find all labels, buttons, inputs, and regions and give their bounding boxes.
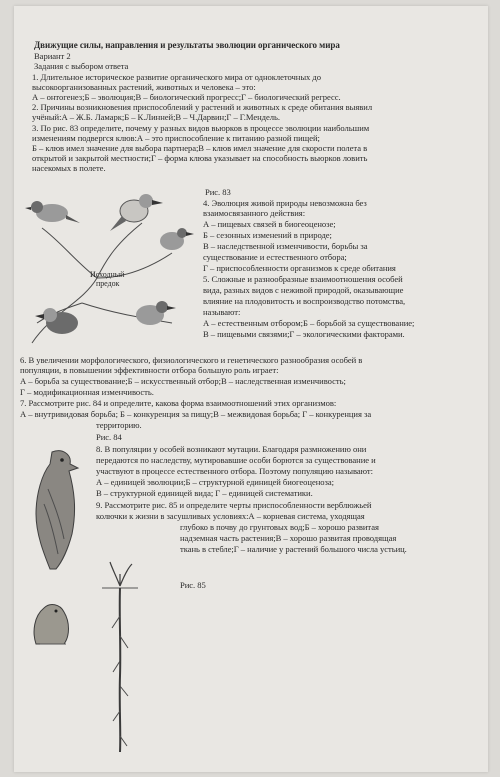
question-3-line: 3. По рис. 83 определите, почему у разных видов вьюрков в процессе эволюции наибольшим (32, 123, 370, 133)
section-heading: Задания с выбором ответа (34, 61, 129, 71)
question-7-line: 7. Рассмотрите рис. 84 и определите, какова форма взаимоотношений этих организмов: (20, 398, 337, 408)
rodent-figure (26, 596, 76, 651)
eagle-figure (22, 444, 92, 574)
question-4-option: существование и естественного отбора; (203, 252, 347, 262)
question-5-line: влияние на плодовитость и воспроизводство потомства, (203, 296, 406, 306)
question-2-line: 2. Причины возникновения приспособлений у растений и животных к среде обитания выявил (32, 102, 373, 112)
question-1-options: А – онтогенез;Б – эволюция;В – биологический прогресс;Г – биологический регресс. (32, 92, 341, 102)
question-1-line: 1. Длительное историческое развитие органического мира от одноклеточных до (32, 72, 321, 82)
question-4-line: 4. Эволюция живой природы невозможна без (203, 198, 367, 208)
question-6-line: 6. В увеличении морфологического, физиологического и генетического разнообразия особей в (20, 355, 363, 365)
figure-85-caption: Рис. 85 (180, 580, 206, 590)
question-5-line: 5. Сложные и разнообразные взаимоотношения особей (203, 274, 403, 284)
question-4-line: взаимосвязанного действия: (203, 208, 306, 218)
question-8-line: передаются по наследству, мутировавшие особи борются за существование и (96, 455, 376, 465)
question-3-line: Б – клюв имел значение для выбора партнера;В – клюв имел значение для скорости полета в (32, 143, 368, 153)
question-5-line: вида, разных видов с неживой природой, оказывающие (203, 285, 404, 295)
finch-bird-icon (25, 201, 80, 223)
ancestor-label: Исходный (90, 270, 125, 279)
camel-thorn-figure (100, 556, 140, 756)
question-8-option: В – структурной единицей вида; Г – единицей систематики. (96, 488, 313, 498)
question-5-line: называют: (203, 307, 241, 317)
question-4-option: Б – сезонных изменений в природе; (203, 230, 332, 240)
question-5-option: А – естественным отбором;Б – борьбой за существование; (203, 318, 415, 328)
question-4-option: А – пищевых связей в биогеоценозе; (203, 219, 336, 229)
branch-line (42, 228, 97, 278)
figure-84-caption: Рис. 84 (96, 432, 122, 442)
variant-label: Вариант 2 (34, 51, 71, 61)
question-6-line: популяции, в повышении эффективности отбора большую роль играет: (20, 365, 279, 375)
question-4-option: В – наследственной изменчивости, борьбы за (203, 241, 368, 251)
plant-shoot-icon (110, 562, 132, 586)
page-title: Движущие силы, направления и результаты эволюции органического мира (34, 40, 340, 50)
question-8-line: 8. В популяции у особей возникают мутации. Благодаря размножению они (96, 444, 367, 454)
question-3-line: изменениям подвергся клюв:А – это приспособление к питанию разной пищей; (32, 133, 320, 143)
root-system-icon (120, 588, 121, 752)
question-3-line: открытой и закрытой местности;Г – форма клюва указывает на способность вьюрков ловить (32, 153, 368, 163)
question-8-line: участвуют в процессе естественного отбора. Поэтому популяцию называют: (96, 466, 373, 476)
question-3-line: насекомых в полете. (32, 163, 106, 173)
question-5-option: В – пищевыми связями;Г – экологическими факторами. (203, 329, 405, 339)
question-9-option: глубоко в почву до грунтовых вод;Б – хорошо развитая (180, 522, 379, 532)
question-6-option: А – борьба за существование;Б – искусственный отбор;В – наследственная изменчивость; (20, 376, 346, 386)
figure-83-caption: Рис. 83 (205, 187, 231, 197)
finch-bird-icon (110, 194, 163, 231)
question-7-option: А – внутривидовая борьба; Б – конкуренция за пищу;В – межвидовая борьба; Г – конкуренция за (20, 409, 372, 419)
finch-bird-icon (160, 228, 194, 250)
question-9-option: надземная часть растения;В – хорошо развитая проводящая (180, 533, 397, 543)
rodent-icon (34, 605, 68, 644)
question-6-option: Г – модификационная изменчивость. (20, 387, 154, 397)
question-4-option: Г – приспособленности организмов к среде обитания (203, 263, 396, 273)
question-9-option: ткань в стебле;Г – наличие у растений большого числа устьиц. (180, 544, 407, 554)
question-7-option: территорию. (96, 420, 142, 430)
finch-bird-icon (136, 301, 176, 325)
question-2-options: учёный:А – Ж.Б. Ламарк;Б – К.Линней;В – Ч.Дарвин;Г – Г.Мендель. (32, 112, 280, 122)
question-9-line: 9. Рассмотрите рис. 85 и определите черты приспособленности верблюжьей (96, 500, 372, 510)
question-9-line: колючки к жизни в засушливых условиях:А – корневая система, уходящая (96, 511, 365, 521)
ancestor-label: предок (96, 279, 120, 288)
question-8-option: А – единицей эволюции;Б – структурной единицей биогеоценоза; (96, 477, 334, 487)
question-1-line: высокоорганизованных растений, животных и человека – это: (32, 82, 256, 92)
